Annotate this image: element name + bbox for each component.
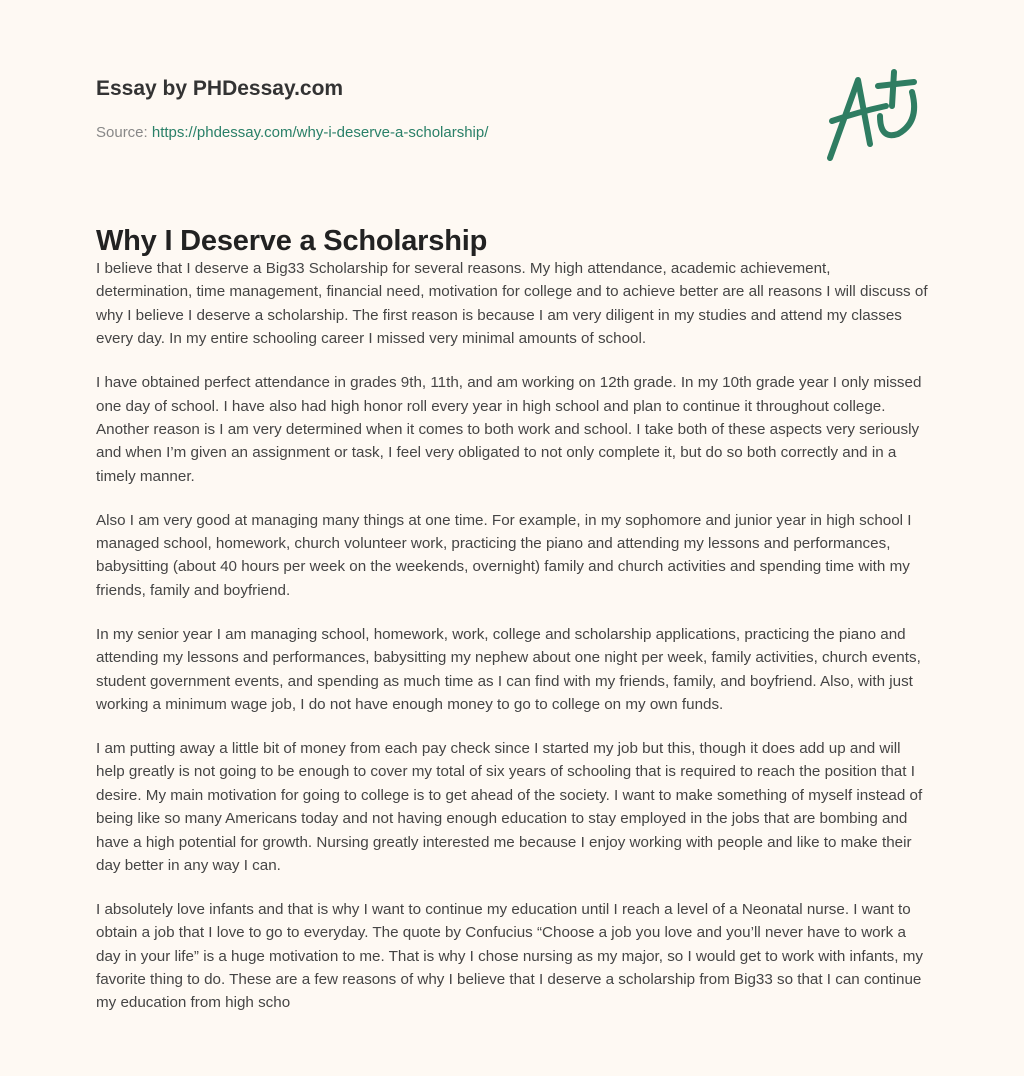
essay-title: Why I Deserve a Scholarship bbox=[96, 225, 488, 257]
source-link[interactable]: https://phdessay.com/why-i-deserve-a-scholarship/ bbox=[151, 124, 489, 141]
essay-paragraph: I am putting away a little bit of money from each pay check since I started my job but this, though it does add up and will help greatly is not going to be enough to cover my total of six years of schooling that is required to reach the position that I desire. My main motivation for going to college is to get ahead of the society. I want to make something of myself instead of being like so many Americans today and not having enough education to stay employed in the jobs that are bombing and have a high potential for growth. Nursing greatly interested me because I enjoy working with people and like to make their day better in any way I can. bbox=[96, 739, 923, 874]
essay-paragraph: I believe that I deserve a Big33 Scholarship for several reasons. My high attendance, academic achievement, determination, time management, financial need, motivation for college and to achieve better are all reasons I will discuss of why I believe I deserve a scholarship. The first reason is because I am very diligent in my studies and attend my classes every day. In my entire schooling career I missed very minimal amounts of school. bbox=[96, 260, 928, 348]
essay-body bbox=[96, 257, 930, 1035]
essay-paragraph: I have obtained perfect attendance in grades 9th, 11th, and am working on 12th grade. In my 10th grade year I only missed one day of school. I have also had high honor roll every year in high school and plan to continue it throughout college. Another reason is I am very determined when it comes to both work and school. I take both of these aspects very seriously and when I’m given an assignment or task, I feel very obligated to not only complete it, but do so both correctly and in a timely manner. bbox=[96, 374, 922, 485]
a-plus-logo-icon bbox=[818, 66, 928, 166]
site-brand: Essay by PHDessay.com bbox=[96, 77, 344, 100]
source-label: Source: bbox=[96, 124, 148, 141]
essay-paragraph: In my senior year I am managing school, homework, work, college and scholarship applications, practicing the piano and attending my lessons and performances, babysitting my nephew about one night per week, family activities, church events, student government events, and spending as much time as I can find with my friends, family, and boyfriend. Also, with just working a minimum wage job, I do not have enough money to go to college on my own funds. bbox=[96, 625, 921, 713]
essay-paragraph: Also I am very good at managing many things at one time. For example, in my sophomore and junior year in high school I managed school, homework, church volunteer work, practicing the piano and attending my lessons and performances, babysitting (about 40 hours per week on the weekends, overnight) family and church activities and spending time with my friends, family and boyfriend. bbox=[96, 511, 912, 599]
source-line bbox=[96, 124, 488, 141]
essay-paragraph: I absolutely love infants and that is why I want to continue my education until I reach a level of a Neonatal nurse. I want to obtain a job that I love to go to everyday. The quote by Confucius “Choose a job you love and you’ll never have to work a day in your life” is a huge motivation to me. That is why I chose nursing as my major, so I would get to work with infants, my favorite thing to do. These are a few reasons of why I believe that I deserve a scholarship from Big33 so that I can continue my education from high scho bbox=[96, 900, 923, 1012]
